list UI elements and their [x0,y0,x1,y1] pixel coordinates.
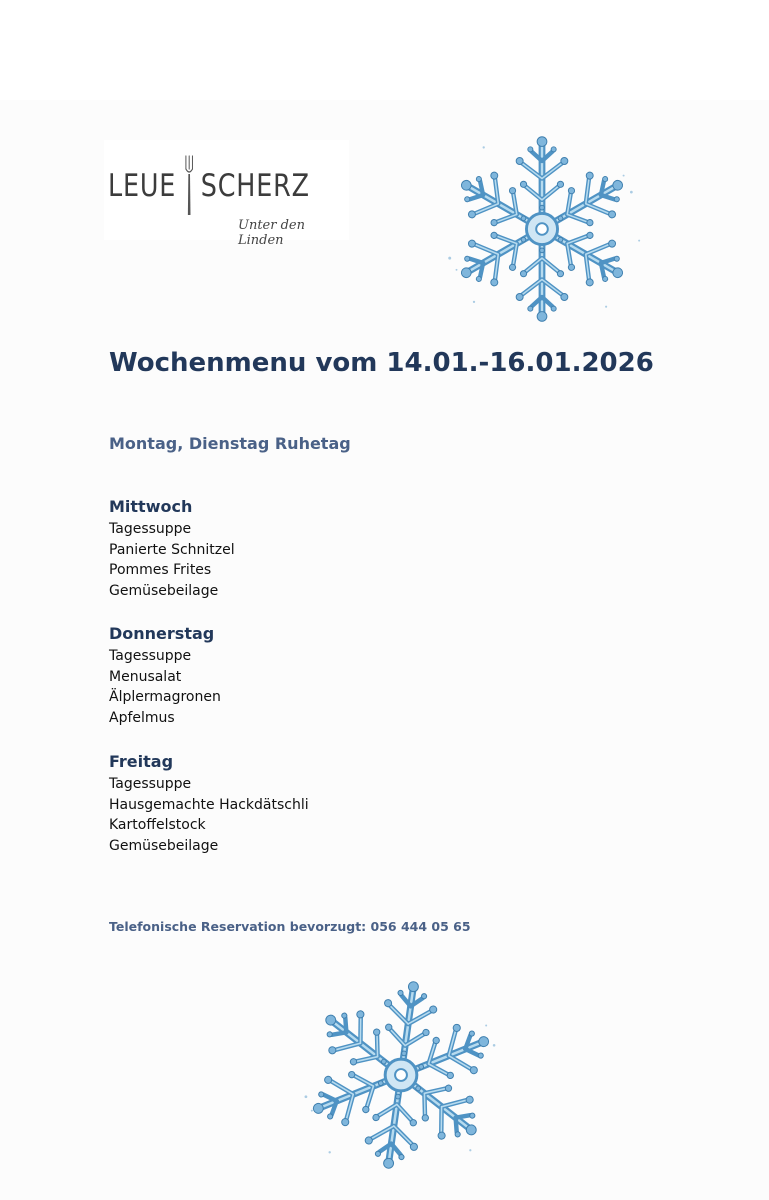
restaurant-logo [104,140,349,248]
closed-days-notice: Montag, Dienstag Ruhetag [109,434,351,453]
logo-wordmark [108,164,310,208]
day-title: Freitag [109,752,174,771]
dish-item: Apfelmus [109,710,175,727]
day-title: Donnerstag [109,624,215,643]
snowflake-icon [431,127,653,331]
page-title: Wochenmenu vom 14.01.-16.01.2026 [109,348,654,378]
dish-item: Pommes Frites [109,562,212,579]
page-top-margin [0,0,769,100]
dish-item: Gemüsebeilage [109,583,219,600]
dish-item: Panierte Schnitzel [109,541,235,558]
snowflake-icon [290,971,512,1179]
dish-item: Älplermagronen [109,689,221,706]
logo-name-left: LEUE [108,168,177,204]
dish-item: Gemüsebeilage [109,838,219,855]
logo-tagline: Unter den Linden [238,218,305,248]
dish-item: Tagessuppe [109,648,192,664]
day-block-freitag [109,751,309,857]
dish-item: Tagessuppe [109,776,192,792]
dish-item: Hausgemachte Hackdätschli [109,796,309,813]
dish-item: Kartoffelstock [109,817,206,834]
dish-item: Menusalat [109,668,182,685]
dish-item: Tagessuppe [109,521,192,537]
day-block-mittwoch [109,496,235,602]
logo-name-right: SCHERZ [200,168,310,204]
day-block-donnerstag [109,623,221,729]
day-title: Mittwoch [109,497,193,516]
fork-icon [184,155,195,217]
reservation-note: Telefonische Reservation bevorzugt: 056 444 05 65 [109,919,471,934]
